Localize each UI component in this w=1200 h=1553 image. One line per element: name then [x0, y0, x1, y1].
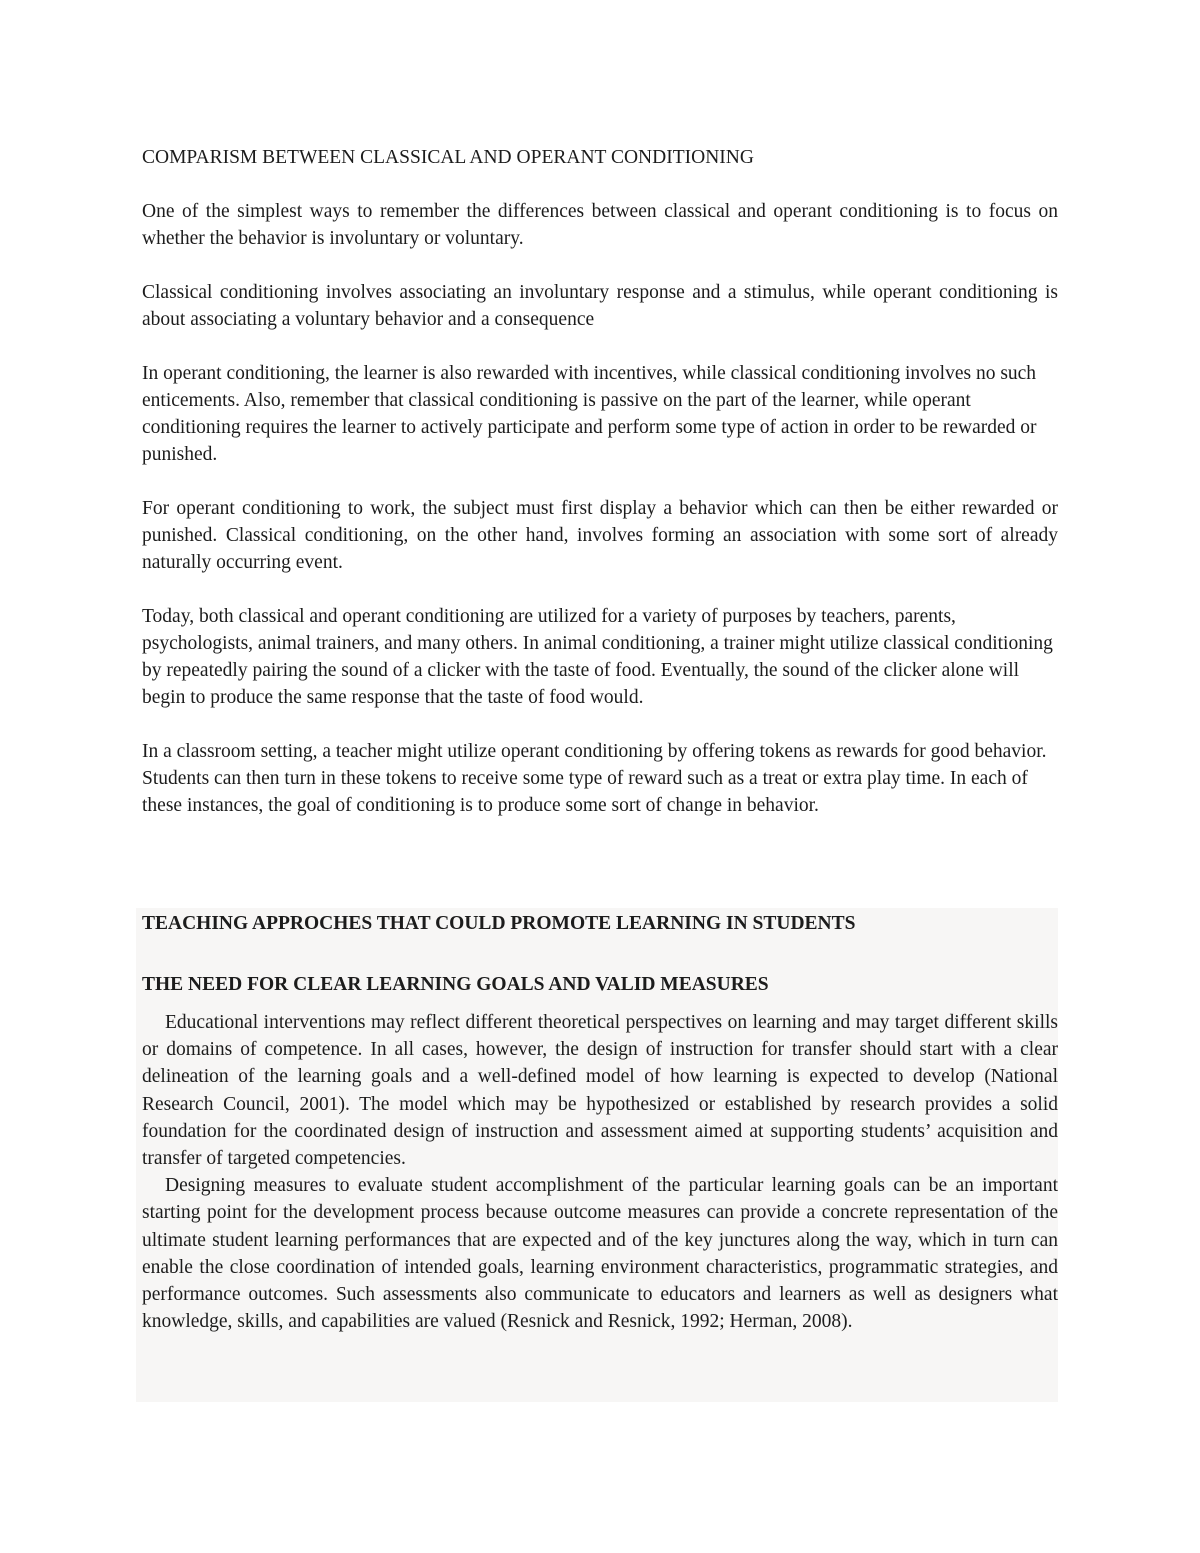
- paragraph-operant-rewarded: In operant conditioning, the learner is also rewarded with incentives, while classical conditioning involves no such enticements. Also, remember that classical conditioning is passive on the part of the learner, while operant conditioning requires the learner to actively participate and perform some type of action in order to be rewarded or punished.: [142, 363, 1037, 465]
- paragraph-operant-to-work: For operant conditioning to work, the subject must first display a behavior which can then be either rewarded or punished. Classical conditioning, on the other hand, involves forming an association with some sort of already naturally occurring event.: [142, 498, 1058, 573]
- section-title-comparism: COMPARISM BETWEEN CLASSICAL AND OPERANT CONDITIONING: [142, 147, 754, 168]
- section-title-teaching-approaches: TEACHING APPROCHES THAT COULD PROMOTE LEARNING IN STUDENTS: [142, 913, 856, 934]
- paragraph-today-both: Today, both classical and operant conditioning are utilized for a variety of purposes by teachers, parents, psychologists, animal trainers, and many others. In animal conditioning, a trainer might utilize classical conditioning by repeatedly pairing the sound of a clicker with the taste of food. Eventually, the sound of the clicker alone will begin to produce the same response that the taste of food would.: [142, 606, 1053, 708]
- shaded-section-content: [142, 910, 1058, 1335]
- paragraph-simplest-ways: One of the simplest ways to remember the differences between classical and operant conditioning is to focus on whether the behavior is involuntary or voluntary.: [142, 201, 1058, 249]
- document-page: [142, 144, 1058, 846]
- paragraph-classroom-setting: In a classroom setting, a teacher might utilize operant conditioning by offering tokens as rewards for good behavior. Students can then turn in these tokens to receive some type of reward such as a treat or extra play time. In each of these instances, the goal of conditioning is to produce some sort of change in behavior.: [142, 741, 1047, 816]
- paragraph-educational-interventions: Educational interventions may reflect different theoretical perspectives on learning and may target different skills or domains of competence. In all cases, however, the design of instruction for transfer should start with a clear delineation of the learning goals and a well-defined model of how learning is expected to develop (National Research Council, 2001). The model which may be hypothesized or established by research provides a solid foundation for the coordinated design of instruction and assessment aimed at supporting students’ acquisition and transfer of targeted competencies.: [142, 1012, 1058, 1170]
- paragraph-classical-involves: Classical conditioning involves associating an involuntary response and a stimulus, while operant conditioning is about associating a voluntary behavior and a consequence: [142, 282, 1058, 330]
- section-subtitle-learning-goals: THE NEED FOR CLEAR LEARNING GOALS AND VALID MEASURES: [142, 974, 769, 995]
- paragraph-designing-measures: Designing measures to evaluate student accomplishment of the particular learning goals can be an important starting point for the development process because outcome measures can provide a concrete representation of the ultimate student learning performances that are expected and of the key junctures along the way, which in turn can enable the close coordination of intended goals, learning environment characteristics, programmatic strategies, and performance outcomes. Such assessments also communicate to educators and learners as well as designers what knowledge, skills, and capabilities are valued (Resnick and Resnick, 1992; Herman, 2008).: [142, 1175, 1058, 1333]
- shaded-section: [136, 908, 1058, 1402]
